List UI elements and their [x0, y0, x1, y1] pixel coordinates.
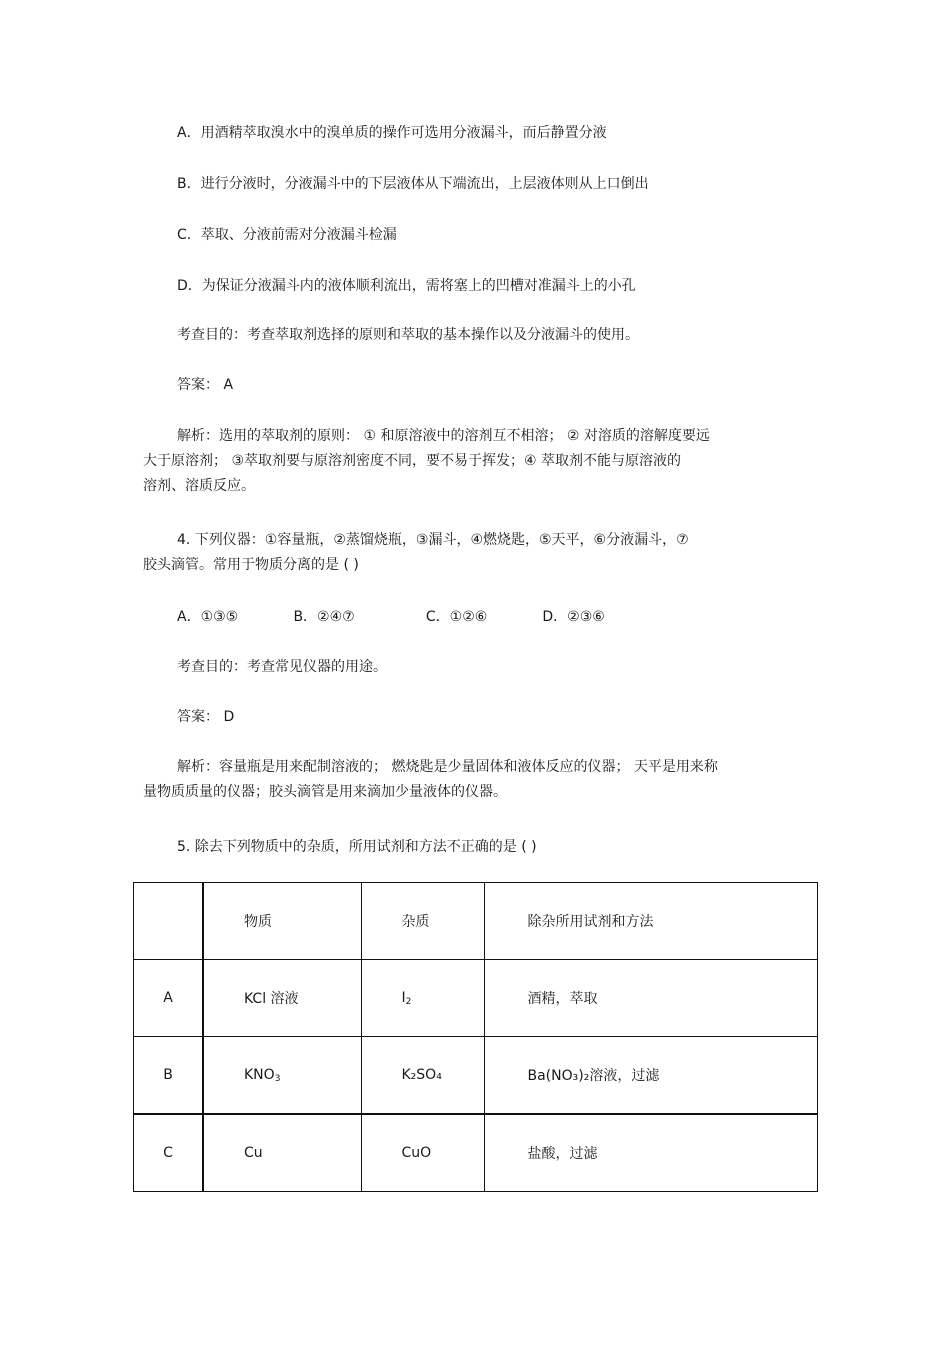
q4-analysis-line: 量物质质量的仪器；胶头滴管是用来滴加少量液体的仪器。: [143, 784, 507, 800]
q4-analysis-line: 解析：容量瓶是用来配制溶液的； 燃烧匙是少量固体和液体反应的仪器； 天平是用来称: [177, 759, 718, 775]
q4-answer: 答案： D: [177, 709, 235, 725]
substance-main: KNO: [244, 1066, 275, 1083]
q4-purpose: 考查目的：考查常见仪器的用途。: [177, 659, 387, 675]
q4-option-a: A．①③⑤: [177, 609, 239, 625]
q3-analysis-line: 大于原溶剂； ③萃取剂要与原溶剂密度不同，要不易于挥发；④ 萃取剂不能与原溶液的: [143, 453, 681, 469]
q4-stem: [143, 528, 798, 578]
q4-analysis: [143, 755, 798, 805]
q4-option-d: D．②③⑥: [542, 609, 605, 625]
impurity-cell: K₂SO₄: [361, 1037, 484, 1115]
q4-stem-line: 4. 下列仪器：①容量瓶，②蒸馏烧瓶，③漏斗，④燃烧匙，⑤天平，⑥分液漏斗，⑦: [177, 532, 689, 548]
impurity-cell: [361, 960, 484, 1037]
table-header-cell: 除杂所用试剂和方法: [484, 883, 818, 960]
q3-analysis-line: 溶剂、溶质反应。: [143, 478, 255, 494]
q4-option-c: C．①②⑥: [425, 609, 488, 625]
substance-subscript: 3: [274, 1073, 281, 1084]
substance-cell: [203, 1037, 361, 1115]
impurity-main: I: [401, 989, 406, 1006]
substance-cell: Cu: [203, 1114, 361, 1192]
q4-option-b: B．②④⑦: [293, 609, 355, 625]
method-cell: 酒精，萃取: [484, 960, 818, 1037]
row-label: B: [134, 1037, 204, 1115]
substance-cell: KCl 溶液: [203, 960, 361, 1037]
q5-table: [133, 882, 818, 1192]
q5-stem: 5. 除去下列物质中的杂质，所用试剂和方法不正确的是 ( ): [177, 839, 537, 855]
q3-option-d: D．为保证分液漏斗内的液体顺利流出，需将塞上的凹槽对准漏斗上的小孔: [177, 278, 636, 294]
q3-option-c: C．萃取、分液前需对分液漏斗检漏: [177, 227, 397, 243]
table-row: [134, 1037, 818, 1115]
method-cell: 盐酸，过滤: [484, 1114, 818, 1192]
q4-stem-line: 胶头滴管。常用于物质分离的是 ( ): [143, 557, 359, 573]
table-header-row: [134, 883, 818, 960]
table-header-cell: [134, 883, 204, 960]
row-label: A: [134, 960, 204, 1037]
table-header-cell: 物质: [203, 883, 361, 960]
impurity-subscript: 2: [405, 996, 412, 1007]
impurity-cell: CuO: [361, 1114, 484, 1192]
q3-analysis-line: 解析：选用的萃取剂的原则： ① 和原溶液中的溶剂互不相溶； ② 对溶质的溶解度要远: [177, 428, 710, 444]
q4-options: [177, 607, 605, 627]
q3-purpose: 考查目的：考查萃取剂选择的原则和萃取的基本操作以及分液漏斗的使用。: [177, 327, 639, 343]
table-header-cell: 杂质: [361, 883, 484, 960]
table-row: [134, 960, 818, 1037]
q3-option-a: A．用酒精萃取溴水中的溴单质的操作可选用分液漏斗，而后静置分液: [177, 125, 607, 141]
table-row: [134, 1114, 818, 1192]
method-cell: Ba(NO₃)₂溶液，过滤: [484, 1037, 818, 1115]
q3-option-b: B．进行分液时，分液漏斗中的下层液体从下端流出，上层液体则从上口倒出: [177, 176, 649, 192]
row-label: C: [134, 1114, 204, 1192]
q3-analysis: [143, 424, 798, 499]
q3-answer: 答案： A: [177, 377, 234, 393]
